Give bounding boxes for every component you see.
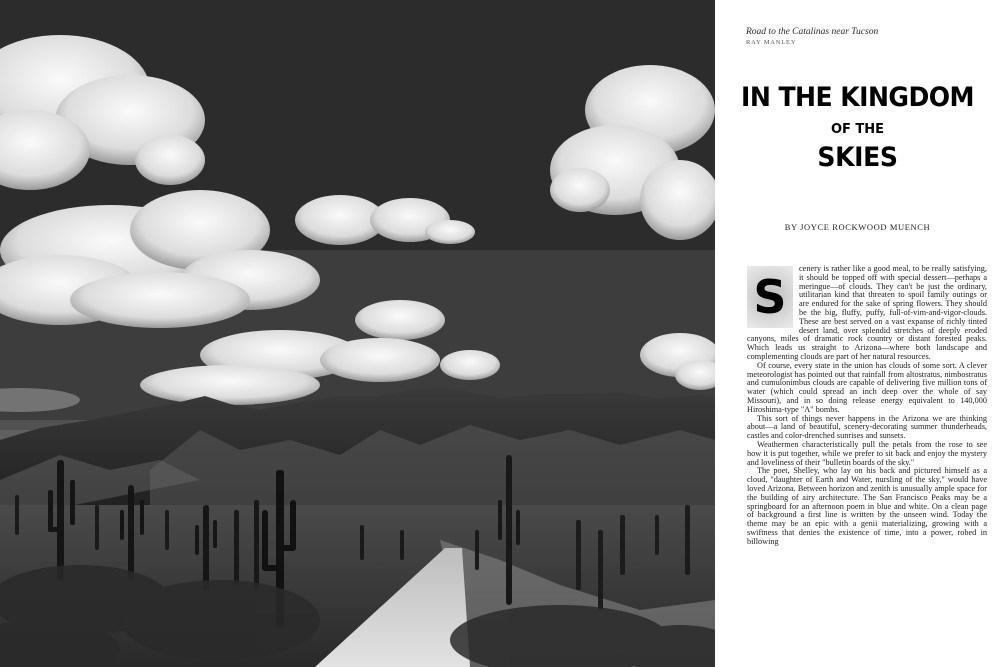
paragraph: This sort of things never happens in the Arizona we are thinking about—a land of beautiful, scenery-decorating summer thunderheads, castles and color-drenched sunrises and sunsets. bbox=[747, 413, 987, 441]
photo-credit: RAY MANLEY bbox=[746, 39, 797, 46]
headline-line-1: IN THE KINGDOM bbox=[741, 82, 974, 113]
paragraph: Of course, every state in the union has clouds of some sort. A clever meteorologist has pointed out that rainfall from altostratus, nimbostratus and cumulonimbus clouds are capable of delivering five million tons of water (which could spread an inch deep over the whole of say Missouri), and in so doing release energy equivalent to 140,000 Hiroshima-type "A" bombs. bbox=[747, 360, 987, 414]
article-page bbox=[715, 0, 1000, 667]
drop-cap: S bbox=[747, 266, 793, 328]
article-headline bbox=[715, 78, 1000, 176]
article-body bbox=[747, 265, 987, 665]
paragraph: cenery is rather like a good meal, to be really satisfying, it should be topped off with special dessert—perhaps a meringue—of clouds. They can't be just the ordinary, utilitarian kind that threaten to spoil family outings or are endured for the sake of spring flowers. They should be the big, fluffy, puffy, full-of-vim-and-vigor-clouds. These are best served on a vast expanse of richly tinted desert land, over splendid stretches of deeply eroded canyons, miles of dramatic rock country or distant forested peaks. Which leads us straight to Arizona—where both landscape and complementing clouds are part of her natural resources. bbox=[747, 265, 987, 361]
byline: BY JOYCE ROCKWOOD MUENCH bbox=[784, 222, 931, 232]
caption-title: Road to the Catalinas near Tucson bbox=[746, 27, 879, 37]
headline-line-2: OF THE bbox=[830, 122, 885, 137]
photo-caption bbox=[746, 26, 986, 48]
paragraph: The poet, Shelley, who lay on his back and pictured himself as a cloud, "daughter of Earth and Water, nursling of the sky," would have loved Arizona. Between horizon and zenith is unusually ample space for the building of airy architecture. The San Francisco Peaks may be a springboard for an afternoon poem in blue and white. On a clean page of background a first line is written by the unseen wind. Today the theme may be an epic with a genii materializing, growing with a swiftness that denies the existence of time, into a power, robed in billowing bbox=[747, 466, 987, 546]
paragraph: Weathermen characteristically pull the petals from the rose to see how it is put together, while we prefer to sit back and enjoy the mystery and loveliness of their "bulletin boards of the sky." bbox=[747, 439, 987, 467]
headline-line-3: SKIES bbox=[817, 142, 898, 173]
